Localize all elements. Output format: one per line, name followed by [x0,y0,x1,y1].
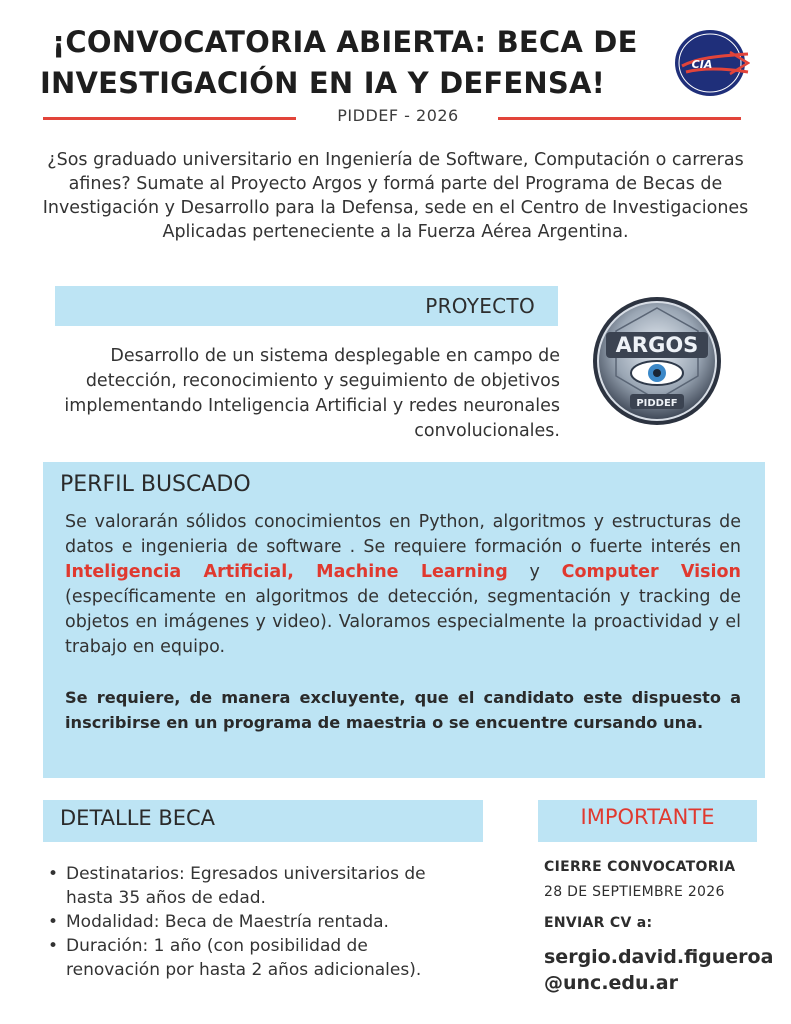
perfil-text-part2: y [507,562,562,582]
argos-badge-subtitle: PIDDEF [636,398,678,409]
header-rule-left [43,117,296,120]
perfil-text-part1: Se valorarán sólidos conocimientos en Python, algoritmos y estructuras de datos e ingenieria de software . Se requiere formación o fuerte interés en [65,512,741,557]
cia-logo [672,28,750,98]
list-item: • Modalidad: Beca de Maestría rentada. [44,910,464,934]
detalle-list [44,862,464,982]
subtitle: PIDDEF - 2026 [337,106,459,125]
importante-heading: IMPORTANTE [580,805,715,829]
argos-badge-title: ARGOS [615,333,699,357]
perfil-highlight-ai-ml: Inteligencia Artificial, Machine Learning [65,562,508,582]
title-line-1: ¡CONVOCATORIA ABIERTA: BECA DE [52,25,638,59]
perfil-requirement: Se requiere, de manera excluyente, que el candidato este dispuesto a inscribirse en un programa de maestria o se encuentre cursando una. [65,688,741,732]
email-line-2: @unc.edu.ar [544,972,678,994]
contact-email[interactable] [544,944,784,996]
detalle-heading: DETALLE BECA [60,806,216,830]
proyecto-heading: PROYECTO [425,294,535,318]
perfil-text [65,510,741,660]
list-item: • Destinatarios: Egresados universitarios de hasta 35 años de edad. [44,862,464,910]
perfil-heading: PERFIL BUSCADO [60,472,251,497]
argos-badge [590,294,724,428]
cv-label: ENVIAR CV a: [544,915,653,931]
page-title [40,22,660,104]
header-rule-right [498,117,741,120]
cierre-date: 28 DE SEPTIEMBRE 2026 [544,884,725,900]
proyecto-text: Desarrollo de un sistema desplegable en campo de detección, reconocimiento y seguimiento de objetivos implementando Inteligencia Artificial y redes neuronales convolucionales. [64,346,560,441]
perfil-text-part3: (específicamente en algoritmos de detección, segmentación y tracking de objetos en imágenes y video). Valoramos especialmente la proactividad y el trabajo en equipo. [65,587,741,657]
perfil-highlight-cv: Computer Vision [561,562,741,582]
email-line-1: sergio.david.figueroa [544,946,774,968]
cia-logo-text: CIA [691,58,713,71]
list-item: • Duración: 1 año (con posibilidad de renovación por hasta 2 años adicionales). [44,934,464,982]
title-line-2: INVESTIGACIÓN EN IA Y DEFENSA! [40,66,606,100]
intro-paragraph: ¿Sos graduado universitario en Ingeniería de Software, Computación o carreras afines? Sumate al Proyecto Argos y formá parte del Programa de Becas de Investigación y Desarrollo para la Defensa, sede en el Centro de Investigaciones Aplicadas perteneciente a la Fuerza Aérea Argentina. [42,150,749,242]
cierre-label: CIERRE CONVOCATORIA [544,859,736,875]
